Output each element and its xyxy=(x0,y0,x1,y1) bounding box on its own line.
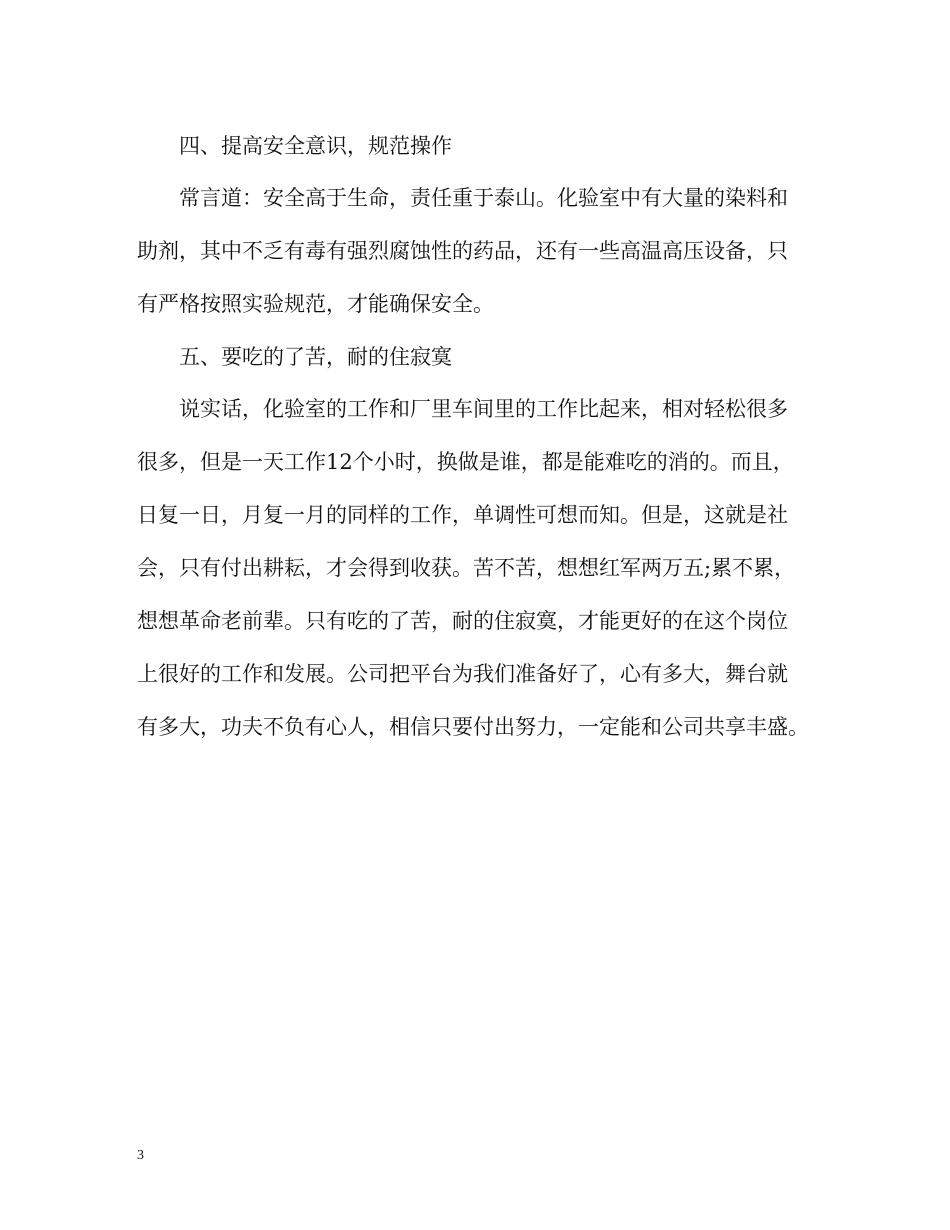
paragraph-line: 有多大，功夫不负有心人，相信只要付出努力，一定能和公司共享丰盛。 xyxy=(137,715,809,739)
paragraph-line: 日复一日，月复一月的同样的工作，单调性可想而知。但是，这就是社 xyxy=(137,503,788,527)
paragraph-line: 说实话，化验室的工作和厂里车间里的工作比起来，相对轻松很多 xyxy=(179,397,788,421)
page-number: 3 xyxy=(137,1148,144,1163)
section-heading-5: 五、要吃的了苦，耐的住寂寞 xyxy=(179,345,452,369)
document-body xyxy=(137,120,823,754)
paragraph-line: 常言道：安全高于生命，责任重于泰山。化验室中有大量的染料和 xyxy=(179,186,788,210)
paragraph-line: 想想革命老前辈。只有吃的了苦，耐的住寂寞，才能更好的在这个岗位 xyxy=(137,609,788,633)
paragraph-line: 会，只有付出耕耘，才会得到收获。苦不苦，想想红军两万五;累不累， xyxy=(137,556,796,580)
paragraph-line: 上很好的工作和发展。公司把平台为我们准备好了，心有多大，舞台就 xyxy=(137,662,788,686)
section-heading-4: 四、提高安全意识，规范操作 xyxy=(179,134,452,158)
paragraph-line: 有严格按照实验规范，才能确保安全。 xyxy=(137,292,494,316)
paragraph-line: 很多，但是一天工作12个小时，换做是谁，都是能难吃的消的。而且， xyxy=(137,450,794,474)
paragraph-line: 助剂，其中不乏有毒有强烈腐蚀性的药品，还有一些高温高压设备，只 xyxy=(137,239,788,263)
